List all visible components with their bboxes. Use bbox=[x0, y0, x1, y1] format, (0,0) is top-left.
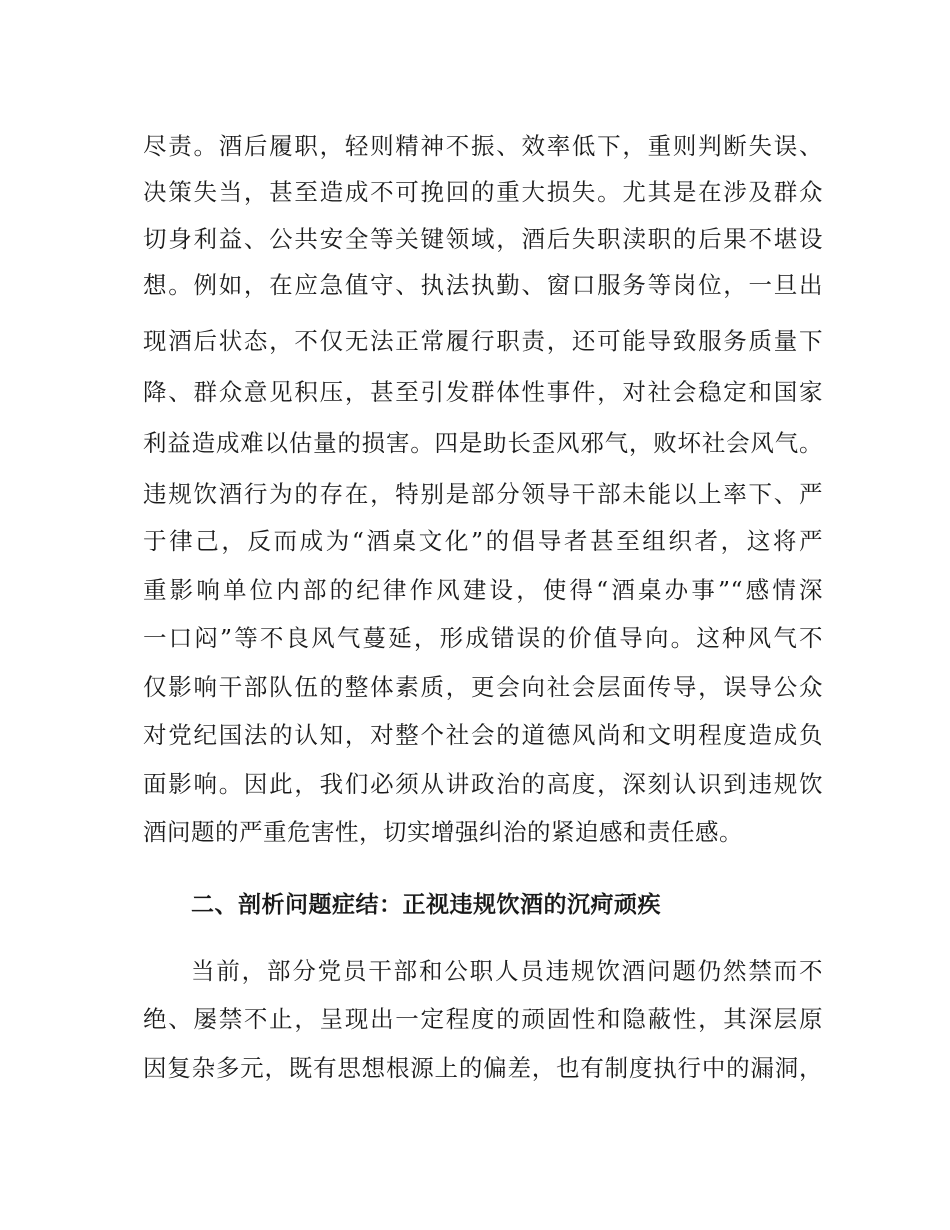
section-heading: 二、剖析问题症结：正视违规饮酒的沉疴顽疾 bbox=[191, 892, 661, 918]
paragraph-line: 因复杂多元，既有思想根源上的偏差，也有制度执行中的漏洞， bbox=[143, 1054, 823, 1082]
paragraph-line: 违规饮酒行为的存在，特别是部分领导干部未能以上率下、严 bbox=[143, 480, 823, 508]
paragraph-line: 想。例如，在应急值守、执法执勤、窗口服务等岗位，一旦出 bbox=[143, 271, 823, 299]
paragraph-line: 一口闷”等不良风气蔓延，形成错误的价值导向。这种风气不 bbox=[143, 624, 823, 652]
paragraph-line: 决策失当，甚至造成不可挽回的重大损失。尤其是在涉及群众 bbox=[143, 178, 823, 206]
paragraph-line: 尽责。酒后履职，轻则精神不振、效率低下，重则判断失误、 bbox=[143, 132, 823, 160]
paragraph-line: 当前，部分党员干部和公职人员违规饮酒问题仍然禁而不 bbox=[191, 957, 823, 985]
paragraph-line: 面影响。因此，我们必须从讲政治的高度，深刻认识到违规饮 bbox=[143, 770, 823, 798]
paragraph-line: 于律己，反而成为“酒桌文化”的倡导者甚至组织者，这将严 bbox=[143, 527, 823, 555]
paragraph-line: 绝、屡禁不止，呈现出一定程度的顽固性和隐蔽性，其深层原 bbox=[143, 1005, 823, 1033]
paragraph-line: 切身利益、公共安全等关键领域，酒后失职渎职的后果不堪设 bbox=[143, 225, 823, 253]
paragraph-line: 酒问题的严重危害性，切实增强纠治的紧迫感和责任感。 bbox=[143, 818, 743, 846]
paragraph-line: 重影响单位内部的纪律作风建设，使得“酒桌办事”“感情深 bbox=[143, 576, 823, 604]
paragraph-line: 利益造成难以估量的损害。四是助长歪风邪气，败坏社会风气。 bbox=[143, 429, 823, 457]
paragraph-line: 降、群众意见积压，甚至引发群体性事件，对社会稳定和国家 bbox=[143, 378, 823, 406]
paragraph-line: 对党纪国法的认知，对整个社会的道德风尚和文明程度造成负 bbox=[143, 721, 823, 749]
paragraph-line: 仅影响干部队伍的整体素质，更会向社会层面传导，误导公众 bbox=[143, 673, 823, 701]
paragraph-line: 现酒后状态，不仅无法正常履行职责，还可能导致服务质量下 bbox=[143, 327, 823, 355]
